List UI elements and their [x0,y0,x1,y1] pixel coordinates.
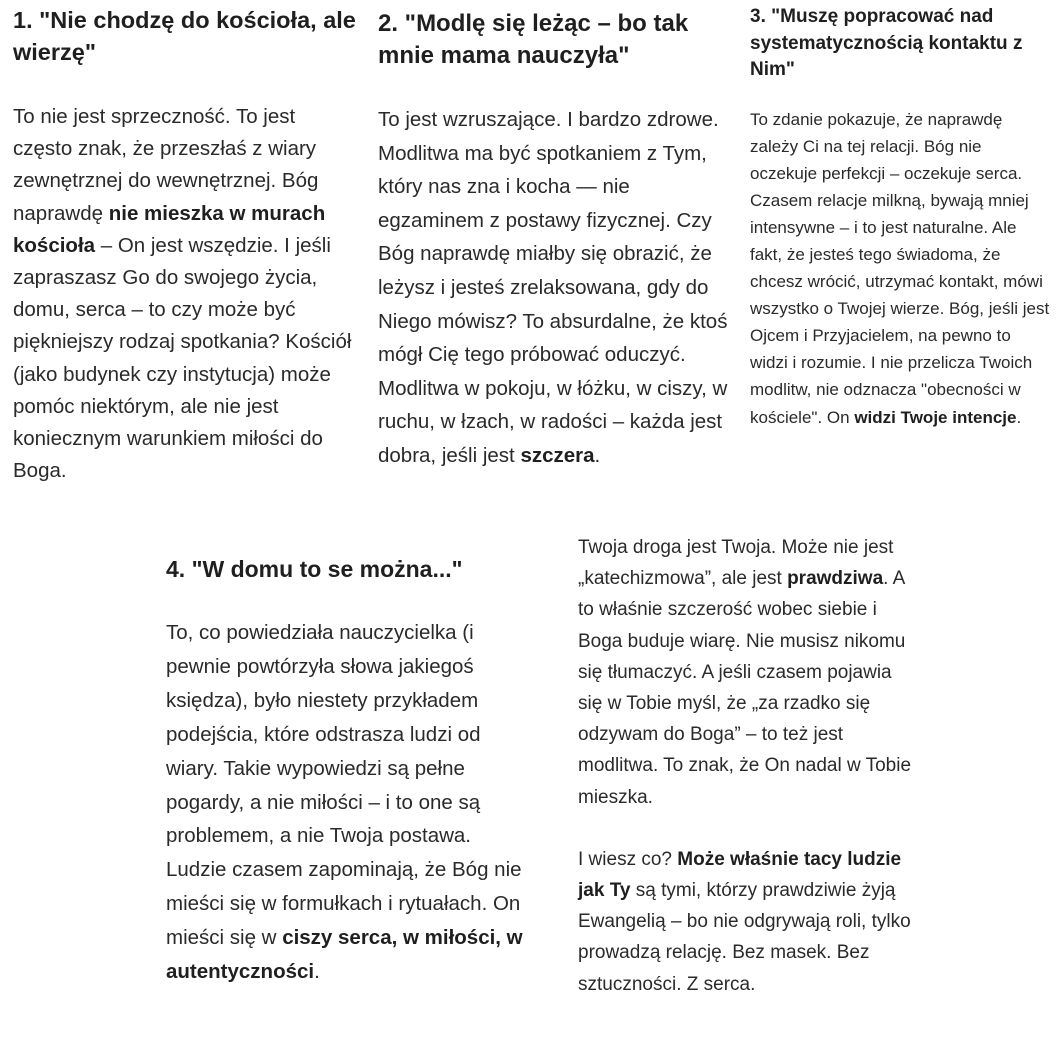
section-3-text-b: . [1016,407,1022,427]
section-2-heading: 2. "Modlę się leżąc – bo tak mnie mama nauczyła" [378,10,689,69]
continued-p1-text-b: . A to właśnie szczerość wobec siebie i Boga buduje wiarę. Nie musisz nikomu się tłumaczyć. A jeśli czasem pojawia się w Tobie myśl, że „za rzadko się odzywam do Boga” – to też jest modlitwa. To znak, że On nadal w Tobie mieszka. [578,568,912,808]
section-1-heading: 1. "Nie chodzę do kościoła, ale wierzę" [13,7,356,65]
section-2-text-a: To jest wzruszające. I bardzo zdrowe. Modlitwa ma być spotkaniem z Tym, który nas zna i kocha — nie egzaminem z postawy fizycznej. Czy Bóg naprawdę miałby się obrazić, że leżysz i jesteś zrelaksowana, gdy do Niego mówisz? To absurdalne, że ktoś mógł Cię tego próbować oduczyć. Modlitwa w pokoju, w łóżku, w ciszy, w ruchu, w łzach, w radości – każda jest dobra, jeśli jest [378,108,728,467]
section-3-heading: 3. "Muszę popracować nad systematycznością kontaktu z Nim" [750,6,1023,80]
section-2-text-b: . [594,443,601,467]
continued-paragraph-1 [578,532,918,813]
continued-p2-text-a: I wiesz co? [578,848,678,870]
section-4-body [166,616,536,989]
section-2-emphasis: szczera [520,443,595,467]
section-4-heading: 4. "W domu to se można..." [166,556,463,582]
section-4-emphasis: ciszy serca, w miłości, w autentyczności [166,926,523,984]
section-4 [166,553,536,989]
section-1-body [13,101,358,487]
continued-p2-text-b: są tymi, którzy prawdziwie żyją Ewangelią – bo nie odgrywają roli, tylko prowadzą relację. Bez masek. Bez sztuczności. Z serca. [578,880,911,995]
section-2-body [378,103,738,473]
continued-p1-text-a: Twoja droga jest Twoja. Może nie jest „katechizmowa”, ale jest [578,537,894,590]
section-4-text-a: To, co powiedziała nauczycielka (i pewnie powtórzyła słowa jakiegoś księdza), było niestety przykładem podejścia, które odstrasza ludzi od wiary. Takie wypowiedzi są pełne pogardy, a nie miłości – i to one są problemem, a nie Twoja postawa. Ludzie czasem zapominają, że Bóg nie mieści się w formułkach i rytuałach. On mieści się w [166,621,522,950]
continued-p2-emphasis: Może właśnie tacy ludzie jak Ty [578,848,902,902]
section-1-text-b: – On jest wszędzie. I jeśli zapraszasz Go do swojego życia, domu, serca – to czy może być piękniejszy rodzaj spotkania? Kościół (jako budynek czy instytucja) może pomóc niektórym, ale nie jest koniecznym warunkiem miłości do Boga. [13,233,352,483]
section-1-text-a: To nie jest sprzeczność. To jest często znak, że przeszłaś z wiary zewnętrznej do wewnętrznej. Bóg naprawdę [13,105,319,225]
section-3-body [750,106,1050,431]
section-1-emphasis: nie mieszka w murach kościoła [13,201,326,257]
section-4-continued [578,532,918,1000]
section-3-emphasis: widzi Twoje intencje [854,407,1017,427]
section-4-text-b: . [314,960,320,984]
section-3-text-a: To zdanie pokazuje, że naprawdę zależy Ci na tej relacji. Bóg nie oczekuje perfekcji – oczekuje serca. Czasem relacje milkną, bywają mniej intensywne – i to jest naturalne. Ale fakt, że jesteś tego świadoma, że chcesz wrócić, utrzymać kontakt, mówi wszystko o Twojej wierze. Bóg, jeśli jest Ojcem i Przyjacielem, na pewno to widzi i rozumie. I nie przelicza Twoich modlitw, nie odznacza "obecności w kościele". On [750,109,1050,427]
continued-paragraph-2 [578,844,918,1000]
section-1 [13,4,358,487]
section-3 [750,4,1050,431]
section-2 [378,8,738,473]
continued-p1-emphasis: prawdziwa [787,568,884,590]
